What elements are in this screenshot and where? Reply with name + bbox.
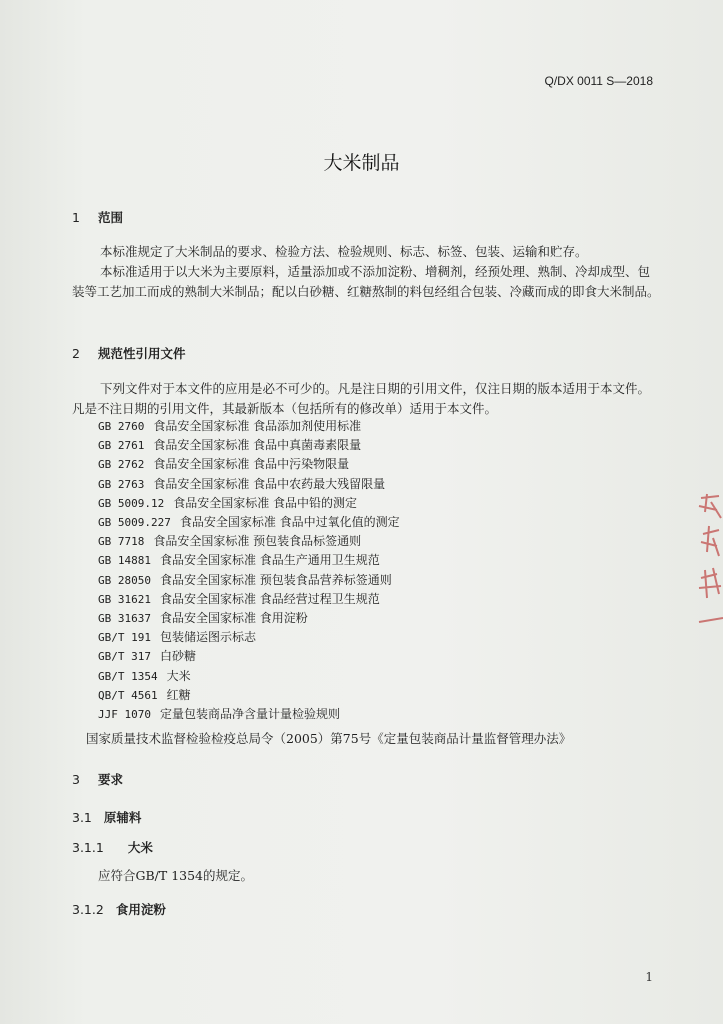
reference-item: GB 5009.227 食品安全国家标准 食品中过氧化值的测定 <box>98 515 400 530</box>
section-title: 要求 <box>98 772 124 787</box>
section-heading-scope <box>72 208 123 226</box>
scope-paragraph-1: 本标准规定了大米制品的要求、检验方法、检验规则、标志、标签、包装、运输和贮存。 <box>100 244 588 259</box>
reference-item: GB/T 1354 大米 <box>98 668 191 683</box>
reference-item: GB 7718 食品安全国家标准 预包装食品标签通则 <box>98 534 362 549</box>
rice-requirement-text: 应符合GB/T 1354的规定。 <box>98 868 254 883</box>
scope-paragraph-2: 本标准适用于以大米为主要原料，适量添加或不添加淀粉、增稠剂，经预处理、熟制、冷却成型、包装等工艺加工而成的熟制大米制品；配以白砂糖、红糖熬制的料包经组合包装、冷藏而成的即食大米制品。 <box>72 264 660 299</box>
section-title: 大米 <box>127 840 153 855</box>
reference-item: GB/T 191 包装储运图示标志 <box>98 630 256 645</box>
subsection-heading-rice <box>72 838 153 856</box>
reference-item: GB 2760 食品安全国家标准 食品添加剂使用标准 <box>98 419 362 433</box>
section-title: 食用淀粉 <box>115 902 166 917</box>
section-title: 原辅料 <box>103 810 142 825</box>
reference-item: QB/T 4561 红糖 <box>98 687 191 702</box>
normative-intro: 下列文件对于本文件的应用是必不可少的。凡是注日期的引用文件，仅注日期的版本适用于本文件。凡是不注日期的引用文件，其最新版本（包括所有的修改单）适用于本文件。 <box>72 381 651 416</box>
document-title: 大米制品 <box>323 152 400 174</box>
reference-item: GB 31621 食品安全国家标准 食品经营过程卫生规范 <box>98 591 380 606</box>
reference-item: GB 28050 食品安全国家标准 预包装食品营养标签通则 <box>98 572 392 587</box>
section-number: 3.1 <box>72 810 92 825</box>
seal-stamp <box>693 490 723 640</box>
page-number: 1 <box>645 970 653 984</box>
subsection-heading-raw-materials <box>72 808 141 826</box>
reference-item: GB 2761 食品安全国家标准 食品中真菌毒素限量 <box>98 438 362 453</box>
reference-item: JJF 1070 定量包装商品净含量计量检验规则 <box>98 707 340 722</box>
section-title: 范围 <box>98 210 124 225</box>
reference-item: GB 5009.12 食品安全国家标准 食品中铅的测定 <box>98 495 358 510</box>
reference-list <box>98 417 400 724</box>
section-number: 3.1.1 <box>72 840 104 855</box>
section-heading-normative <box>72 344 186 362</box>
section-number: 3 <box>72 772 80 787</box>
section-number: 3.1.2 <box>72 902 104 917</box>
reference-item: GB 2763 食品安全国家标准 食品中农药最大残留限量 <box>98 476 386 491</box>
document-code: Q/DX 0011 S—2018 <box>544 74 653 88</box>
reference-item: GB 31637 食品安全国家标准 食用淀粉 <box>98 611 308 626</box>
subsection-heading-starch <box>72 900 166 918</box>
reference-item: GB 2762 食品安全国家标准 食品中污染物限量 <box>98 457 350 472</box>
reference-item: GB 14881 食品安全国家标准 食品生产通用卫生规范 <box>98 553 380 568</box>
section-number: 1 <box>72 210 80 225</box>
section-number: 2 <box>72 346 80 361</box>
reference-item: GB/T 317 白砂糖 <box>98 649 196 664</box>
section-title: 规范性引用文件 <box>98 346 186 361</box>
section-heading-requirements <box>72 770 123 788</box>
regulation-reference: 国家质量技术监督检验检疫总局令（2005）第75号《定量包装商品计量监督管理办法》 <box>86 731 572 746</box>
